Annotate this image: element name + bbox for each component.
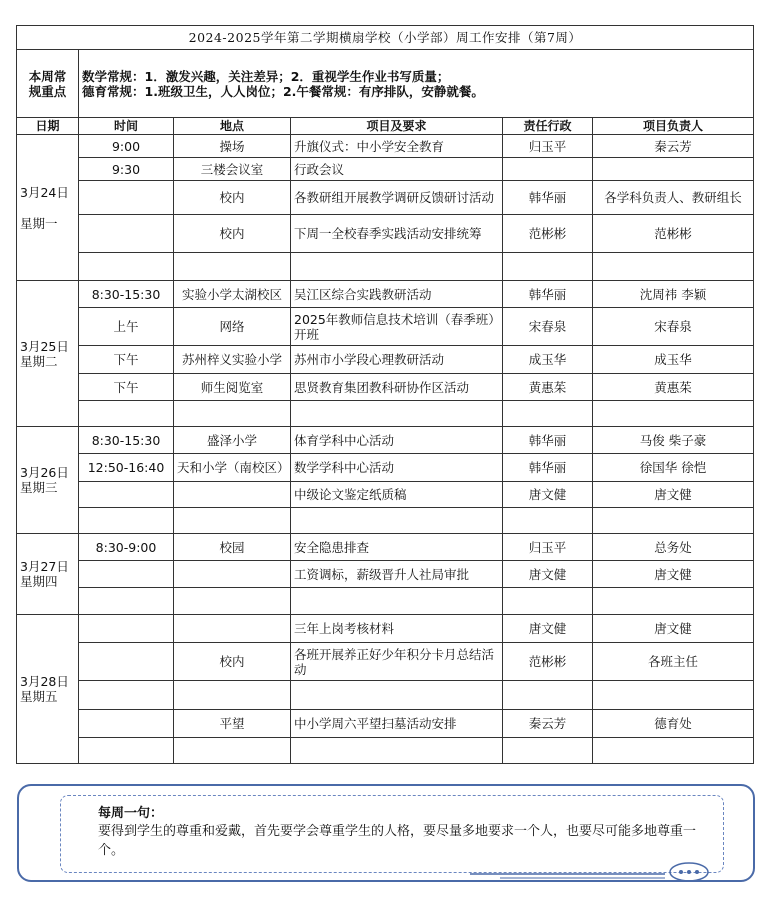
owner-cell: 马俊 柴子豪 bbox=[593, 427, 754, 454]
header-time: 时间 bbox=[79, 118, 174, 135]
date-label: 3月25日 bbox=[20, 338, 69, 354]
day-cell bbox=[17, 534, 79, 615]
table-row bbox=[17, 253, 754, 281]
item-cell: 行政会议 bbox=[291, 158, 503, 181]
place-cell: 网络 bbox=[174, 308, 291, 346]
admin-cell: 成玉华 bbox=[503, 346, 593, 374]
weekly-quote-text: 要得到学生的尊重和爱戴，首先要学会尊重学生的人格，要尽量多地要求一个人，也要尽可能多地尊重一个。 bbox=[98, 824, 697, 858]
table-row bbox=[17, 308, 754, 346]
admin-cell: 宋春泉 bbox=[503, 308, 593, 346]
item-cell bbox=[291, 738, 503, 764]
admin-cell: 归玉平 bbox=[503, 135, 593, 158]
item-cell: 各教研组开展教学调研反馈研讨活动 bbox=[291, 181, 503, 215]
table-row bbox=[17, 643, 754, 681]
day-cell bbox=[17, 427, 79, 534]
owner-cell: 唐文健 bbox=[593, 615, 754, 643]
admin-cell bbox=[503, 401, 593, 427]
place-cell: 苏州梓义实验小学 bbox=[174, 346, 291, 374]
table-row bbox=[17, 508, 754, 534]
owner-cell: 沈周祎 李颖 bbox=[593, 281, 754, 308]
date-label: 3月26日 bbox=[20, 465, 69, 480]
owner-cell bbox=[593, 158, 754, 181]
table-row bbox=[17, 482, 754, 508]
item-cell: 思贤教育集团教科研协作区活动 bbox=[291, 374, 503, 401]
item-cell bbox=[291, 253, 503, 281]
admin-cell: 范彬彬 bbox=[503, 643, 593, 681]
table-row bbox=[17, 374, 754, 401]
admin-cell: 唐文健 bbox=[503, 615, 593, 643]
time-cell bbox=[79, 401, 174, 427]
header-admin: 责任行政 bbox=[503, 118, 593, 135]
owner-cell bbox=[593, 401, 754, 427]
admin-cell: 韩华丽 bbox=[503, 454, 593, 482]
place-cell bbox=[174, 401, 291, 427]
owner-cell: 黄惠茱 bbox=[593, 374, 754, 401]
day-cell bbox=[17, 281, 79, 427]
item-cell: 工资调标，薪级晋升人社局审批 bbox=[291, 561, 503, 588]
time-cell: 8:30-15:30 bbox=[79, 427, 174, 454]
admin-cell: 韩华丽 bbox=[503, 181, 593, 215]
place-cell: 校内 bbox=[174, 215, 291, 253]
place-cell bbox=[174, 588, 291, 615]
table-row bbox=[17, 561, 754, 588]
place-cell: 实验小学太湖校区 bbox=[174, 281, 291, 308]
key-points-label-line2: 规重点 bbox=[28, 83, 67, 99]
item-cell: 各班开展养正好少年积分卡月总结活动 bbox=[291, 643, 503, 681]
owner-cell: 总务处 bbox=[593, 534, 754, 561]
time-cell bbox=[79, 681, 174, 710]
time-cell bbox=[79, 508, 174, 534]
time-cell: 9:30 bbox=[79, 158, 174, 181]
table-row bbox=[17, 615, 754, 643]
place-cell bbox=[174, 615, 291, 643]
table-row bbox=[17, 710, 754, 738]
time-cell bbox=[79, 588, 174, 615]
item-cell: 中级论文鉴定纸质稿 bbox=[291, 482, 503, 508]
item-cell: 下周一全校春季实践活动安排统筹 bbox=[291, 215, 503, 253]
place-cell: 天和小学（南校区） bbox=[174, 454, 291, 482]
admin-cell: 唐文健 bbox=[503, 482, 593, 508]
day-cell bbox=[17, 135, 79, 281]
owner-cell bbox=[593, 508, 754, 534]
place-cell: 校内 bbox=[174, 643, 291, 681]
item-cell bbox=[291, 508, 503, 534]
header-date: 日期 bbox=[17, 118, 79, 135]
date-label: 3月28日 bbox=[20, 674, 69, 689]
owner-cell bbox=[593, 738, 754, 764]
decorative-ornament-icon bbox=[668, 861, 710, 883]
weekday-label: 星期三 bbox=[20, 480, 58, 495]
decorative-lines-icon bbox=[470, 872, 670, 880]
owner-cell bbox=[593, 253, 754, 281]
weekly-schedule-table bbox=[16, 25, 754, 764]
day-cell bbox=[17, 615, 79, 764]
owner-cell bbox=[593, 681, 754, 710]
item-cell bbox=[291, 681, 503, 710]
owner-cell: 德育处 bbox=[593, 710, 754, 738]
place-cell: 校园 bbox=[174, 534, 291, 561]
item-cell: 三年上岗考核材料 bbox=[291, 615, 503, 643]
place-cell: 盛泽小学 bbox=[174, 427, 291, 454]
time-cell: 下午 bbox=[79, 374, 174, 401]
owner-cell: 唐文健 bbox=[593, 561, 754, 588]
time-cell: 8:30-9:00 bbox=[79, 534, 174, 561]
key-points-label bbox=[17, 50, 79, 118]
table-row bbox=[17, 215, 754, 253]
owner-cell: 宋春泉 bbox=[593, 308, 754, 346]
admin-cell bbox=[503, 158, 593, 181]
owner-cell: 成玉华 bbox=[593, 346, 754, 374]
item-cell: 吴江区综合实践教研活动 bbox=[291, 281, 503, 308]
time-cell: 下午 bbox=[79, 346, 174, 374]
item-cell: 安全隐患排查 bbox=[291, 534, 503, 561]
header-place: 地点 bbox=[174, 118, 291, 135]
item-cell: 中小学周六平望扫墓活动安排 bbox=[291, 710, 503, 738]
table-row bbox=[17, 427, 754, 454]
owner-cell: 徐国华 徐恺 bbox=[593, 454, 754, 482]
table-header-row bbox=[17, 118, 754, 135]
owner-cell: 秦云芳 bbox=[593, 135, 754, 158]
date-label: 3月24日 bbox=[20, 184, 69, 200]
place-cell: 操场 bbox=[174, 135, 291, 158]
item-cell: 体育学科中心活动 bbox=[291, 427, 503, 454]
item-cell: 数学学科中心活动 bbox=[291, 454, 503, 482]
table-row bbox=[17, 135, 754, 158]
place-cell bbox=[174, 681, 291, 710]
time-cell bbox=[79, 738, 174, 764]
owner-cell: 各班主任 bbox=[593, 643, 754, 681]
owner-cell bbox=[593, 588, 754, 615]
place-cell: 师生阅览室 bbox=[174, 374, 291, 401]
item-cell bbox=[291, 588, 503, 615]
page-title: 2024-2025学年第二学期横扇学校（小学部）周工作安排（第7周） bbox=[17, 26, 754, 50]
key-points-label-line1: 本周常 bbox=[28, 68, 67, 84]
date-label: 3月27日 bbox=[20, 559, 69, 574]
owner-cell: 范彬彬 bbox=[593, 215, 754, 253]
admin-cell: 韩华丽 bbox=[503, 427, 593, 454]
time-cell bbox=[79, 615, 174, 643]
item-cell: 苏州市小学段心理教研活动 bbox=[291, 346, 503, 374]
table-row bbox=[17, 534, 754, 561]
admin-cell: 黄惠茱 bbox=[503, 374, 593, 401]
time-cell: 8:30-15:30 bbox=[79, 281, 174, 308]
time-cell bbox=[79, 482, 174, 508]
weekday-label: 星期四 bbox=[20, 574, 58, 589]
place-cell bbox=[174, 508, 291, 534]
admin-cell bbox=[503, 508, 593, 534]
place-cell bbox=[174, 253, 291, 281]
table-row bbox=[17, 738, 754, 764]
admin-cell bbox=[503, 253, 593, 281]
time-cell: 12:50-16:40 bbox=[79, 454, 174, 482]
place-cell bbox=[174, 561, 291, 588]
time-cell bbox=[79, 643, 174, 681]
weekday-label: 星期二 bbox=[20, 353, 58, 369]
header-item: 项目及要求 bbox=[291, 118, 503, 135]
weekday-label: 星期一 bbox=[20, 215, 58, 231]
owner-cell: 唐文健 bbox=[593, 482, 754, 508]
place-cell bbox=[174, 482, 291, 508]
table-row bbox=[17, 346, 754, 374]
table-row bbox=[17, 401, 754, 427]
time-cell: 上午 bbox=[79, 308, 174, 346]
table-row bbox=[17, 588, 754, 615]
table-row bbox=[17, 281, 754, 308]
header-owner: 项目负责人 bbox=[593, 118, 754, 135]
time-cell bbox=[79, 561, 174, 588]
time-cell bbox=[79, 710, 174, 738]
place-cell: 平望 bbox=[174, 710, 291, 738]
admin-cell: 秦云芳 bbox=[503, 710, 593, 738]
table-row bbox=[17, 454, 754, 482]
time-cell bbox=[79, 215, 174, 253]
time-cell bbox=[79, 253, 174, 281]
table-row bbox=[17, 158, 754, 181]
weekday-label: 星期五 bbox=[20, 689, 58, 704]
item-cell bbox=[291, 401, 503, 427]
key-points-math: 数学常规：1．激发兴趣，关注差异；2．重视学生作业书写质量； bbox=[82, 68, 450, 84]
admin-cell bbox=[503, 681, 593, 710]
admin-cell bbox=[503, 738, 593, 764]
owner-cell: 各学科负责人、教研组长 bbox=[593, 181, 754, 215]
admin-cell: 唐文健 bbox=[503, 561, 593, 588]
weekly-quote-title: 每周一句： bbox=[98, 806, 164, 821]
item-cell: 升旗仪式：中小学安全教育 bbox=[291, 135, 503, 158]
table-row bbox=[17, 181, 754, 215]
admin-cell bbox=[503, 588, 593, 615]
place-cell: 三楼会议室 bbox=[174, 158, 291, 181]
place-cell: 校内 bbox=[174, 181, 291, 215]
admin-cell: 范彬彬 bbox=[503, 215, 593, 253]
admin-cell: 归玉平 bbox=[503, 534, 593, 561]
key-points-moral: 德育常规：1.班级卫生，人人岗位；2.午餐常规：有序排队，安静就餐。 bbox=[82, 83, 484, 99]
item-cell: 2025年教师信息技术培训（春季班）开班 bbox=[291, 308, 503, 346]
time-cell: 9:00 bbox=[79, 135, 174, 158]
time-cell bbox=[79, 181, 174, 215]
admin-cell: 韩华丽 bbox=[503, 281, 593, 308]
table-row bbox=[17, 681, 754, 710]
place-cell bbox=[174, 738, 291, 764]
key-points-text bbox=[79, 50, 754, 118]
